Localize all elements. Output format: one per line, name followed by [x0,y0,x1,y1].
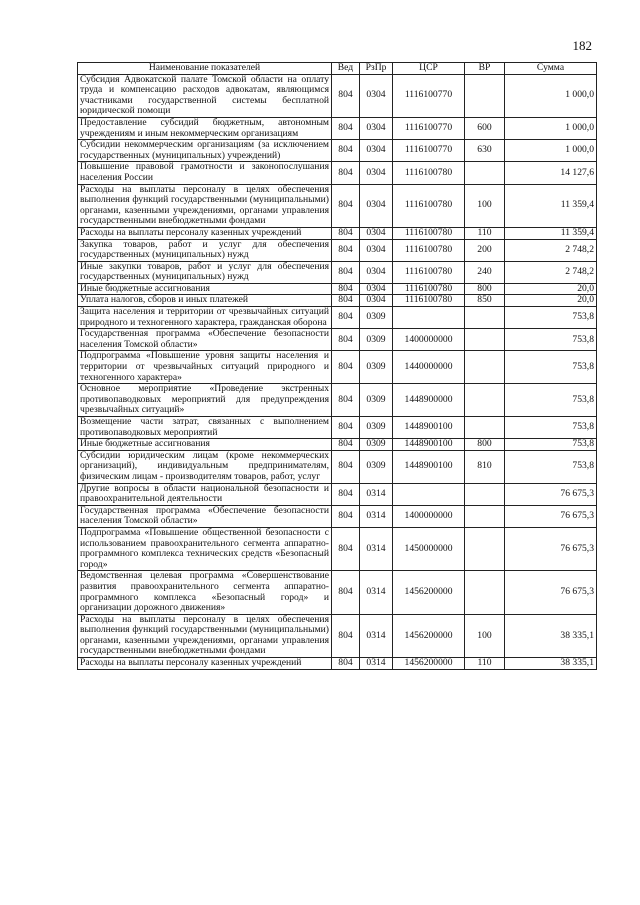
cell-ved: 804 [332,117,360,139]
cell-rzpr: 0304 [360,227,393,239]
cell-csr: 1116100780 [393,227,465,239]
table-row [78,329,597,351]
table-row [78,527,597,570]
cell-sum: 76 675,3 [505,505,597,527]
cell-vr: 110 [465,227,505,239]
cell-sum: 1 000,0 [505,140,597,162]
table-row [78,184,597,227]
cell-sum: 38 335,1 [505,658,597,670]
cell-sum: 14 127,6 [505,162,597,184]
cell-vr: 200 [465,239,505,261]
cell-sum: 20,0 [505,283,597,295]
table-row [78,505,597,527]
cell-vr: 240 [465,261,505,283]
table-row [78,239,597,261]
table-row [78,384,597,417]
cell-ved: 804 [332,162,360,184]
cell-sum: 11 359,4 [505,227,597,239]
cell-vr [465,384,505,417]
table-row [78,417,597,439]
header-vr: ВР [465,63,505,75]
cell-name: Подпрограмма «Повышение уровня защиты населения и территории от чрезвычайных ситуаций природного и техногенного характера» [78,351,332,384]
header-csr: ЦСР [393,63,465,75]
cell-vr [465,351,505,384]
cell-ved: 804 [332,261,360,283]
cell-csr: 1448900100 [393,450,465,483]
cell-ved: 804 [332,140,360,162]
cell-sum: 1 000,0 [505,74,597,117]
table-header-row [78,63,597,75]
cell-name: Иные бюджетные ассигнования [78,439,332,451]
table-row [78,614,597,657]
cell-vr [465,483,505,505]
cell-rzpr: 0304 [360,162,393,184]
cell-vr: 800 [465,439,505,451]
cell-rzpr: 0309 [360,439,393,451]
cell-csr: 1116100780 [393,162,465,184]
cell-name: Закупка товаров, работ и услуг для обеспечения государственных (муниципальных) нужд [78,239,332,261]
cell-name: Иные закупки товаров, работ и услуг для обеспечения государственных (муниципальных) нужд [78,261,332,283]
cell-sum: 11 359,4 [505,184,597,227]
cell-name: Расходы на выплаты персоналу казенных учреждений [78,658,332,670]
cell-vr: 800 [465,283,505,295]
cell-sum: 76 675,3 [505,571,597,614]
cell-csr: 1456200000 [393,571,465,614]
cell-csr: 1448900000 [393,384,465,417]
cell-rzpr: 0304 [360,239,393,261]
cell-ved: 804 [332,483,360,505]
table-row [78,483,597,505]
cell-vr [465,329,505,351]
cell-csr: 1450000000 [393,527,465,570]
cell-vr: 100 [465,614,505,657]
cell-name: Государственная программа «Обеспечение безопасности населения Томской области» [78,329,332,351]
cell-ved: 804 [332,307,360,329]
cell-name: Расходы на выплаты персоналу в целях обеспечения выполнения функций государственными (муниципальными) органами, казенными учреждениями, органами управления государственными внебюджетными фондами [78,614,332,657]
cell-name: Возмещение части затрат, связанных с выполнением противопаводковых мероприятий [78,417,332,439]
cell-vr: 810 [465,450,505,483]
cell-rzpr: 0314 [360,614,393,657]
cell-sum: 753,8 [505,384,597,417]
cell-sum: 76 675,3 [505,527,597,570]
cell-ved: 804 [332,384,360,417]
cell-ved: 804 [332,283,360,295]
cell-rzpr: 0304 [360,117,393,139]
cell-vr [465,571,505,614]
cell-name: Основное мероприятие «Проведение экстренных противопаводковых мероприятий для предупреждения чрезвычайных ситуаций» [78,384,332,417]
cell-csr: 1116100780 [393,283,465,295]
cell-ved: 804 [332,227,360,239]
cell-name: Субсидии некоммерческим организациям (за исключением государственных (муниципальных) учреждений) [78,140,332,162]
table-row [78,658,597,670]
page-number: 182 [572,38,592,53]
cell-ved: 804 [332,505,360,527]
table-row [78,227,597,239]
cell-sum: 38 335,1 [505,614,597,657]
cell-csr: 1116100780 [393,184,465,227]
table-row [78,261,597,283]
cell-vr [465,162,505,184]
cell-rzpr: 0314 [360,571,393,614]
cell-csr: 1116100780 [393,261,465,283]
cell-csr [393,483,465,505]
budget-table [77,62,597,670]
cell-vr: 600 [465,117,505,139]
cell-sum: 753,8 [505,351,597,384]
cell-rzpr: 0309 [360,329,393,351]
cell-csr: 1116100770 [393,140,465,162]
cell-csr: 1440000000 [393,351,465,384]
cell-sum: 753,8 [505,450,597,483]
cell-sum: 2 748,2 [505,239,597,261]
cell-ved: 804 [332,295,360,307]
cell-csr: 1116100780 [393,295,465,307]
cell-name: Иные бюджетные ассигнования [78,283,332,295]
cell-ved: 804 [332,239,360,261]
cell-ved: 804 [332,74,360,117]
table-row [78,571,597,614]
cell-name: Повышение правовой грамотности и законопослушания населения России [78,162,332,184]
cell-vr [465,74,505,117]
cell-ved: 804 [332,439,360,451]
cell-csr: 1448900100 [393,417,465,439]
cell-sum: 753,8 [505,439,597,451]
cell-rzpr: 0304 [360,283,393,295]
cell-rzpr: 0314 [360,483,393,505]
cell-name: Защита населения и территории от чрезвычайных ситуаций природного и техногенного характера, гражданская оборона [78,307,332,329]
cell-csr: 1400000000 [393,505,465,527]
cell-vr [465,307,505,329]
cell-vr: 850 [465,295,505,307]
header-rzpr: РзПр [360,63,393,75]
cell-name: Расходы на выплаты персоналу казенных учреждений [78,227,332,239]
cell-name: Предоставление субсидий бюджетным, автономным учреждениям и иным некоммерческим организациям [78,117,332,139]
cell-name: Другие вопросы в области национальной безопасности и правоохранительной деятельности [78,483,332,505]
table-row [78,283,597,295]
cell-sum: 753,8 [505,329,597,351]
cell-name: Ведомственная целевая программа «Совершенствование развития правоохранительного сегмента аппаратно-программного комплекса «Безопасный город» и организации дорожного движения» [78,571,332,614]
cell-name: Субсидии юридическим лицам (кроме некоммерческих организаций), индивидуальным предпринимателям, физическим лицам - производителям товаров, работ, услуг [78,450,332,483]
cell-ved: 804 [332,329,360,351]
cell-rzpr: 0304 [360,74,393,117]
cell-csr: 1400000000 [393,329,465,351]
cell-rzpr: 0309 [360,351,393,384]
cell-csr: 1116100770 [393,117,465,139]
cell-csr: 1116100780 [393,239,465,261]
table-row [78,351,597,384]
cell-ved: 804 [332,614,360,657]
cell-vr [465,417,505,439]
cell-name: Расходы на выплаты персоналу в целях обеспечения выполнения функций государственными (муниципальными) органами, казенными учреждениями, органами управления государственными внебюджетными фондами [78,184,332,227]
cell-name: Субсидия Адвокатской палате Томской области на оплату труда и компенсацию расходов адвокатам, являющимся участниками государственной системы бесплатной юридической помощи [78,74,332,117]
cell-rzpr: 0309 [360,450,393,483]
table-row [78,439,597,451]
table-row [78,74,597,117]
header-sum: Сумма [505,63,597,75]
cell-vr: 100 [465,184,505,227]
cell-csr: 1116100770 [393,74,465,117]
cell-vr [465,505,505,527]
cell-rzpr: 0314 [360,658,393,670]
cell-ved: 804 [332,351,360,384]
cell-ved: 804 [332,450,360,483]
cell-sum: 1 000,0 [505,117,597,139]
cell-rzpr: 0304 [360,184,393,227]
table-row [78,295,597,307]
cell-sum: 753,8 [505,417,597,439]
cell-rzpr: 0304 [360,140,393,162]
cell-ved: 804 [332,571,360,614]
table-row [78,450,597,483]
cell-sum: 2 748,2 [505,261,597,283]
cell-csr: 1456200000 [393,658,465,670]
header-name: Наименование показателей [78,63,332,75]
cell-ved: 804 [332,417,360,439]
cell-name: Государственная программа «Обеспечение безопасности населения Томской области» [78,505,332,527]
cell-ved: 804 [332,184,360,227]
cell-sum: 76 675,3 [505,483,597,505]
cell-vr: 110 [465,658,505,670]
cell-rzpr: 0314 [360,527,393,570]
table-row [78,162,597,184]
cell-rzpr: 0314 [360,505,393,527]
cell-csr: 1448900100 [393,439,465,451]
cell-sum: 20,0 [505,295,597,307]
cell-name: Подпрограмма «Повышение общественной безопасности с использованием правоохранительного сегмента аппаратно-программного комплекса технических средств «Безопасный город» [78,527,332,570]
cell-vr: 630 [465,140,505,162]
cell-sum: 753,8 [505,307,597,329]
cell-rzpr: 0304 [360,295,393,307]
cell-csr [393,307,465,329]
cell-rzpr: 0309 [360,384,393,417]
cell-rzpr: 0304 [360,261,393,283]
cell-rzpr: 0309 [360,307,393,329]
cell-ved: 804 [332,527,360,570]
cell-ved: 804 [332,658,360,670]
cell-name: Уплата налогов, сборов и иных платежей [78,295,332,307]
header-ved: Вед [332,63,360,75]
table-row [78,117,597,139]
cell-csr: 1456200000 [393,614,465,657]
table-row [78,140,597,162]
cell-rzpr: 0309 [360,417,393,439]
table-row [78,307,597,329]
cell-vr [465,527,505,570]
